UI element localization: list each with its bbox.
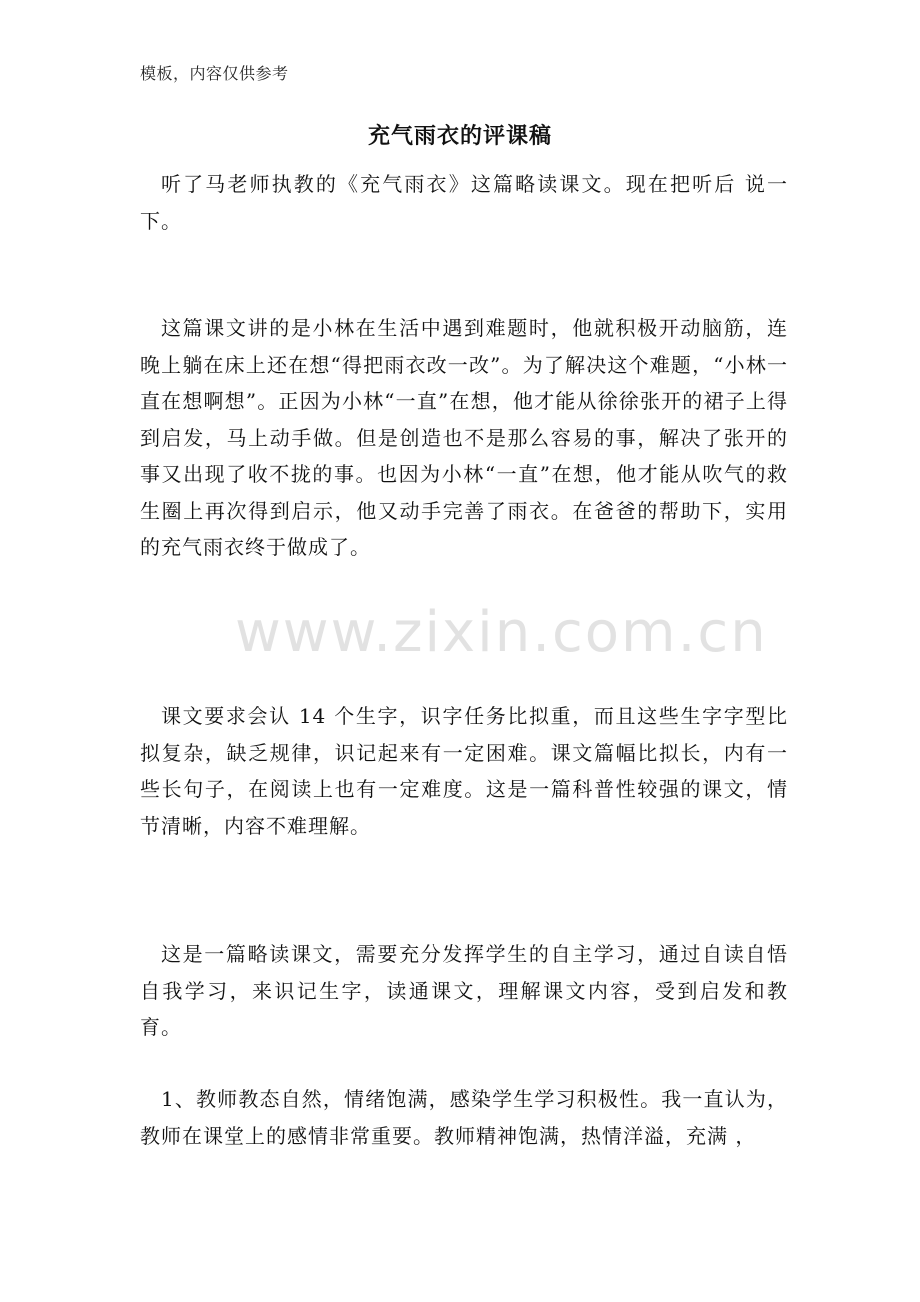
document-title: 充气雨衣的评课稿 <box>367 123 552 149</box>
site-watermark: www.zixin.com.cn <box>235 600 768 665</box>
paragraph-lesson-requirements: 课文要求会认 14 个生字，识字任务比拟重，而且这些生字字型比拟复杂，缺乏规律，识记起来有一定困难。课文篇幅比拟长，内有一些长句子，在阅读上也有一定难度。这是一篇科普性较强的课文，情节清晰，内容不难理解。 <box>140 704 788 838</box>
paragraph-self-study: 这是一篇略读课文，需要充分发挥学生的自主学习，通过自读自悟自我学习，来识记生字，读通课文，理解课文内容，受到启发和教育。 <box>140 942 788 1039</box>
paragraph-intro: 听了马老师执教的《充气雨衣》这篇略读课文。现在把听后 说一下。 <box>140 172 788 233</box>
paragraph-point-one: 1、教师教态自然，情绪饱满，感染学生学习积极性。我一直认为，教师在课堂上的感情非常重要。教师精神饱满，热情洋溢，充满 ， <box>140 1087 788 1148</box>
template-disclaimer: 模板，内容仅供参考 <box>140 64 289 83</box>
paragraph-story-summary: 这篇课文讲的是小林在生活中遇到难题时，他就积极开动脑筋，连晚上躺在床上还在想“得把雨衣改一改”。为了解决这个难题，“小林一直在想啊想”。正因为小林“一直”在想，他才能从徐徐张开的裙子上得到启发，马上动手做。但是创造也不是那么容易的事，解决了张开的事又出现了收不拢的事。也因为小林“一直”在想，他才能从吹气的救生圈上再次得到启示，他又动手完善了雨衣。在爸爸的帮助下，实用的充气雨衣终于做成了。 <box>140 316 788 559</box>
